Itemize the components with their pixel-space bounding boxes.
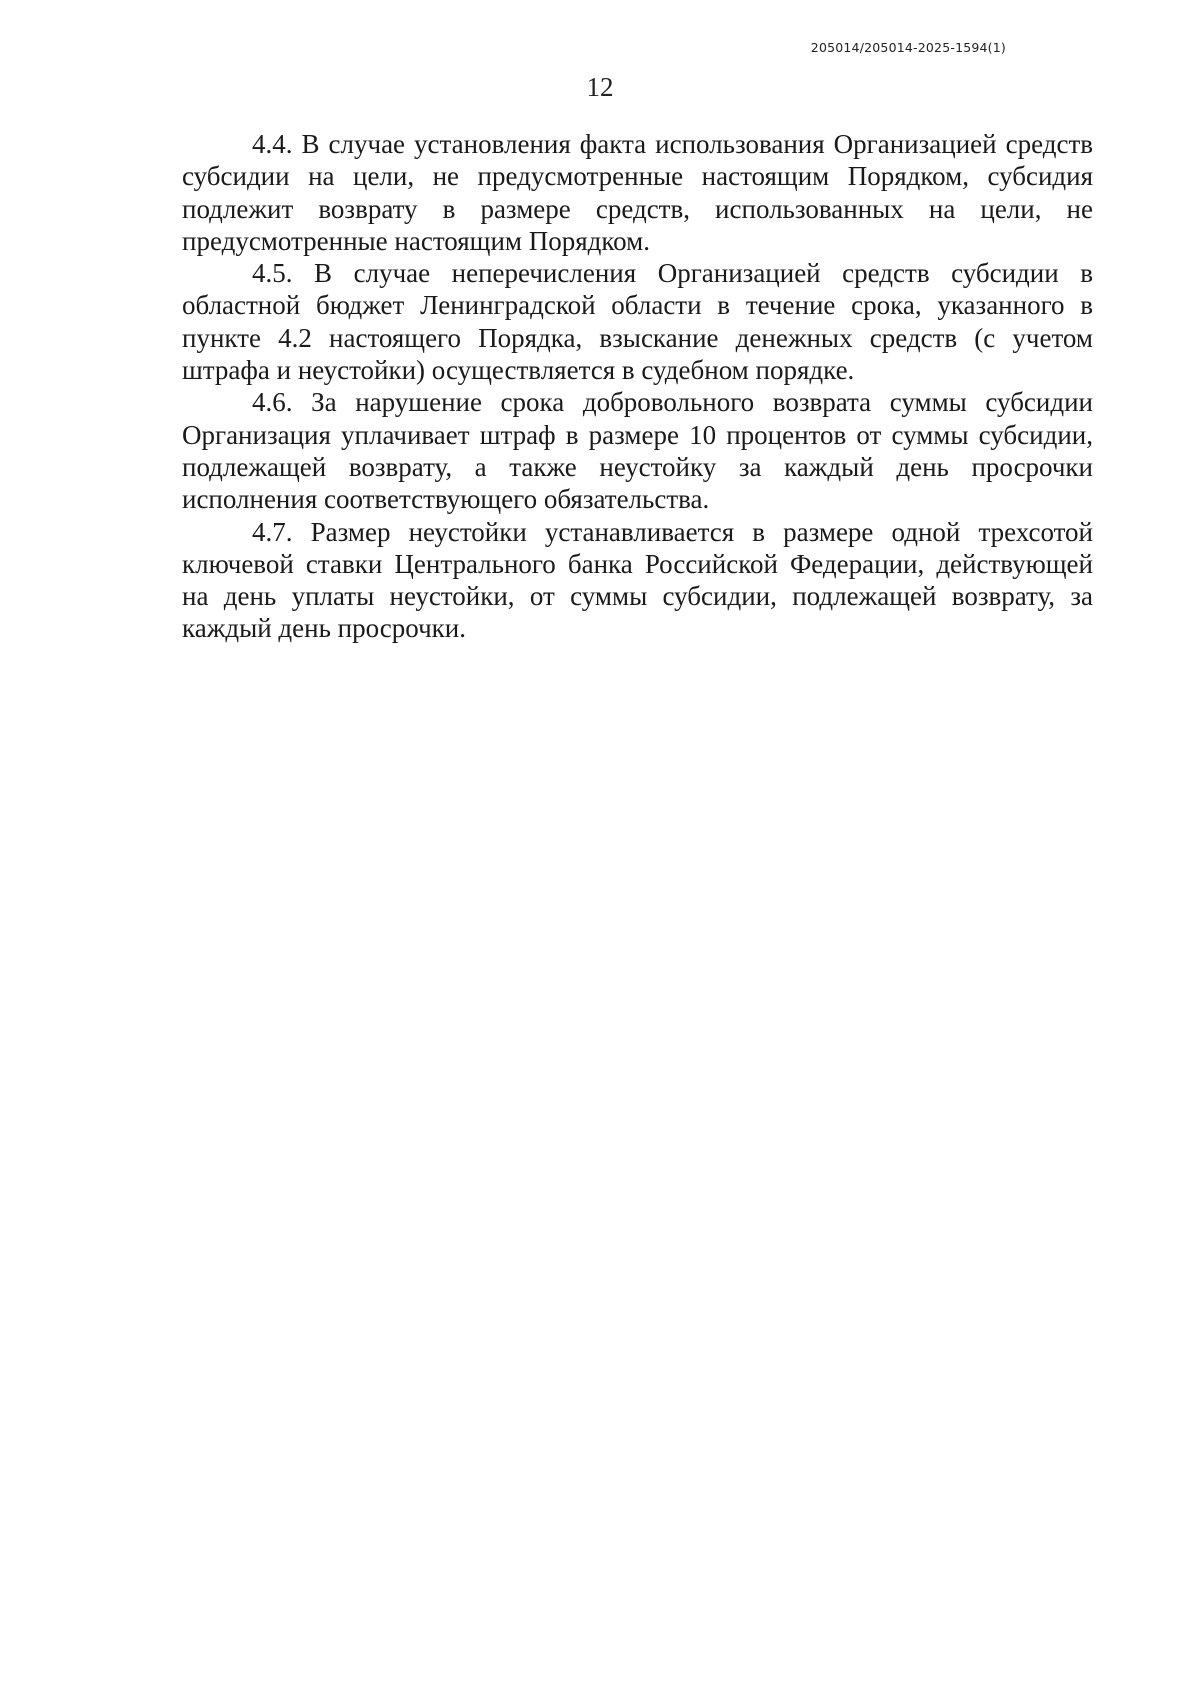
document-body xyxy=(182,128,1093,645)
paragraph-4-4: 4.4. В случае установления факта использования Организацией средств субсидии на цели, не предусмотренные настоящим Порядком, субсидия подлежит возврату в размере средств, использованных на цели, не предусмотренные настоящим Порядком. xyxy=(182,129,1093,256)
paragraph-4-5: 4.5. В случае неперечисления Организацией средств субсидии в областной бюджет Ленинградской области в течение срока, указанного в пункте 4.2 настоящего Порядка, взыскание денежных средств (с учетом штрафа и неустойки) осуществляется в судебном порядке. xyxy=(182,258,1093,386)
page-number: 12 xyxy=(586,72,614,102)
paragraph-4-6: 4.6. За нарушение срока добровольного возврата суммы субсидии Организация уплачивает штраф в размере 10 процентов от суммы субсидии, подлежащей возврату, а также неустойку за каждый день просрочки исполнения соответствующего обязательства. xyxy=(182,387,1093,515)
document-id: 205014/205014-2025-1594(1) xyxy=(810,40,1006,55)
paragraph-4-7: 4.7. Размер неустойки устанавливается в размере одной трехсотой ключевой ставки Центрального банка Российской Федерации, действующей на день уплаты неустойки, от суммы субсидии, подлежащей возврату, за каждый день просрочки. xyxy=(182,516,1093,644)
